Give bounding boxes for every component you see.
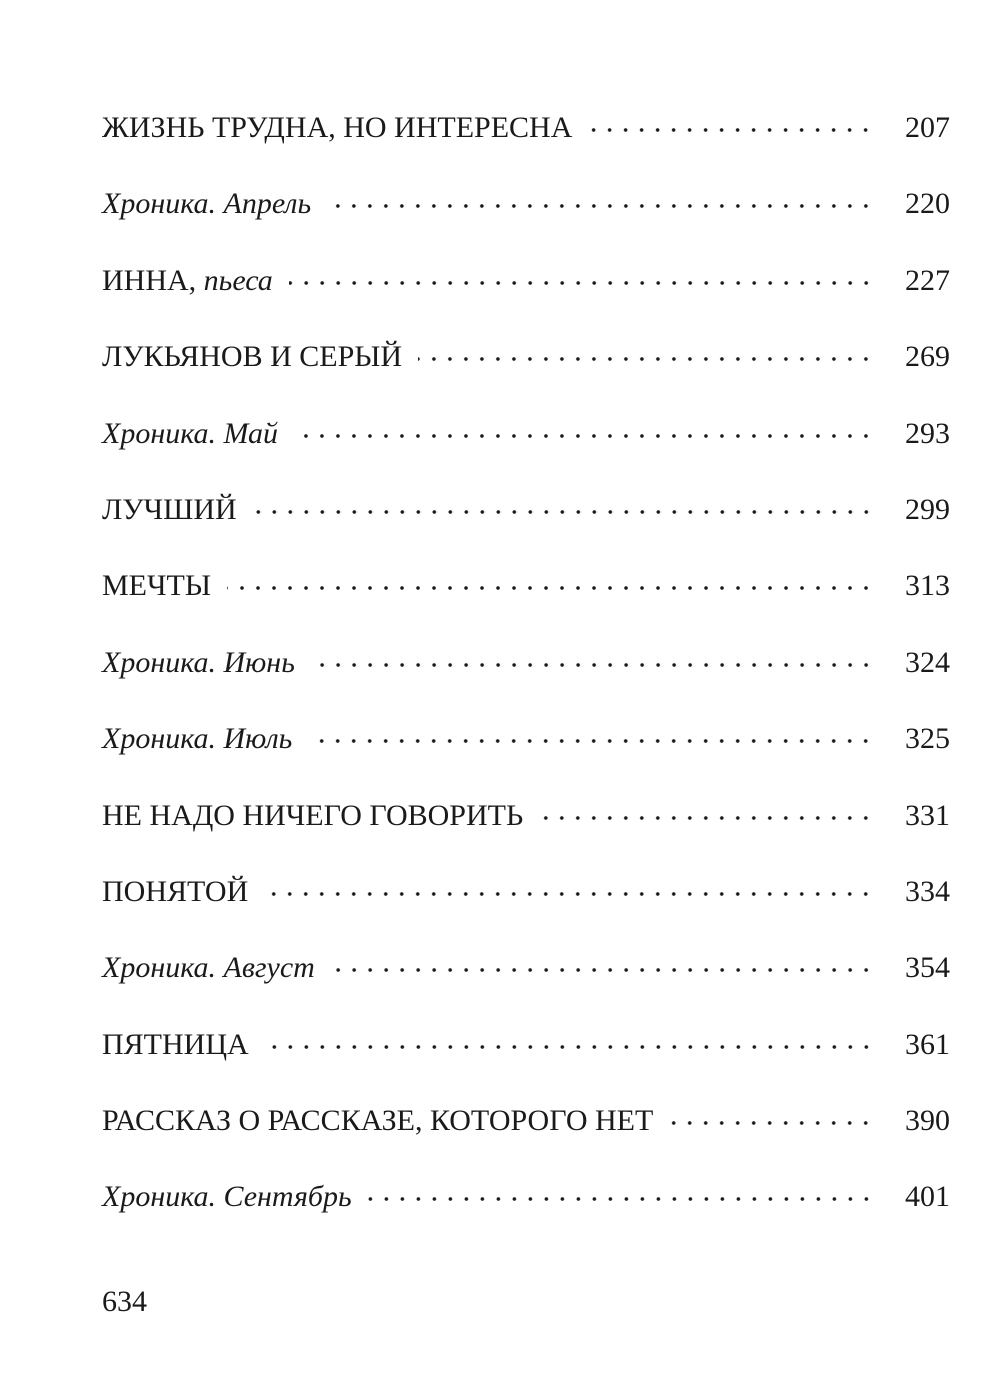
- toc-entry-page: 313: [905, 569, 950, 603]
- toc-entry: [102, 940, 950, 1016]
- toc-entry: [102, 482, 950, 558]
- toc-entry-page: 299: [905, 492, 950, 526]
- dot-leader: [253, 507, 874, 517]
- toc-entry: [102, 176, 950, 252]
- toc-entry-page: 220: [905, 187, 950, 221]
- toc-entry-page: 354: [905, 951, 950, 985]
- toc-entry-title: [102, 788, 539, 844]
- toc-entry-page: 390: [905, 1104, 950, 1138]
- toc-entry-title: [102, 558, 227, 614]
- toc-entry-title: [102, 1017, 265, 1073]
- dot-leader: [368, 1194, 874, 1204]
- toc-entry-title: [102, 406, 294, 462]
- toc-entry: [102, 1017, 950, 1093]
- table-of-contents: [102, 100, 950, 1246]
- toc-entry: [102, 1169, 950, 1245]
- dot-leader: [327, 201, 874, 211]
- toc-entry-title-main: ЛУКЬЯНОВ И СЕРЫЙ: [102, 340, 403, 374]
- toc-entry-page: 324: [905, 645, 950, 679]
- toc-entry: [102, 253, 950, 329]
- toc-entry: [102, 329, 950, 405]
- toc-entry-title-main: Хроника. Май: [102, 416, 279, 450]
- toc-entry: [102, 635, 950, 711]
- dot-leader: [264, 889, 874, 899]
- toc-entry-page: 401: [905, 1180, 950, 1214]
- toc-entry-page: 334: [905, 874, 950, 908]
- page-number: 634: [102, 1285, 147, 1318]
- toc-entry-title: [102, 711, 308, 767]
- toc-entry-title-main: Хроника. Апрель: [102, 187, 312, 221]
- toc-entry-title: [102, 176, 327, 232]
- toc-entry-title: [102, 864, 264, 920]
- toc-entry-title-main: РАССКАЗ О РАССКАЗЕ, КОТОРОГО НЕТ: [102, 1104, 654, 1138]
- dot-leader: [539, 813, 874, 823]
- toc-entry-title-main: ЖИЗНЬ ТРУДНА, НО ИНТЕРЕСНА: [102, 111, 573, 144]
- toc-entry-title-sub: пьеса: [203, 263, 273, 297]
- dot-leader: [331, 965, 874, 975]
- toc-entry-title-main: Хроника. Август: [102, 951, 315, 985]
- dot-leader: [308, 736, 874, 746]
- toc-entry-page: 331: [905, 798, 950, 832]
- toc-entry-title-main: Хроника. Июнь: [102, 645, 295, 679]
- toc-entry-title: [102, 1169, 368, 1225]
- toc-entry: [102, 558, 950, 634]
- dot-leader: [588, 125, 874, 135]
- toc-entry: [102, 100, 950, 176]
- toc-entry: [102, 1093, 950, 1169]
- toc-entry-title-main: Хроника. Июль: [102, 722, 293, 756]
- dot-leader: [265, 1042, 874, 1052]
- toc-entry: [102, 864, 950, 940]
- toc-entry-title: [102, 100, 588, 156]
- toc-entry: [102, 711, 950, 787]
- toc-entry-page: 325: [905, 722, 950, 756]
- toc-entry-title-main: НЕ НАДО НИЧЕГО ГОВОРИТЬ: [102, 798, 524, 832]
- toc-entry-page: 207: [905, 111, 950, 144]
- dot-leader: [418, 354, 874, 364]
- toc-entry-title-main: ИННА,: [102, 263, 204, 297]
- toc-entry-title: [102, 253, 289, 309]
- dot-leader: [289, 278, 874, 288]
- toc-entry-title-main: ЛУЧШИЙ: [102, 492, 237, 526]
- dot-leader: [227, 583, 874, 593]
- toc-entry-title-main: ПОНЯТОЙ: [102, 874, 249, 908]
- toc-entry-title: [102, 1093, 669, 1149]
- toc-entry-title: [102, 940, 331, 996]
- toc-entry-title-main: ПЯТНИЦА: [102, 1027, 249, 1061]
- toc-entry-title-main: Хроника. Сентябрь: [102, 1180, 352, 1214]
- dot-leader: [669, 1118, 874, 1128]
- toc-entry-title: [102, 329, 418, 385]
- toc-entry-title: [102, 635, 311, 691]
- toc-entry-page: 269: [905, 340, 950, 374]
- toc-entry-title: [102, 482, 253, 538]
- toc-entry: [102, 406, 950, 482]
- toc-entry-page: 227: [905, 263, 950, 297]
- toc-entry-title-main: МЕЧТЫ: [102, 569, 211, 603]
- dot-leader: [311, 660, 874, 670]
- toc-entry: [102, 788, 950, 864]
- toc-entry-page: 293: [905, 416, 950, 450]
- toc-entry-page: 361: [905, 1027, 950, 1061]
- dot-leader: [294, 431, 874, 441]
